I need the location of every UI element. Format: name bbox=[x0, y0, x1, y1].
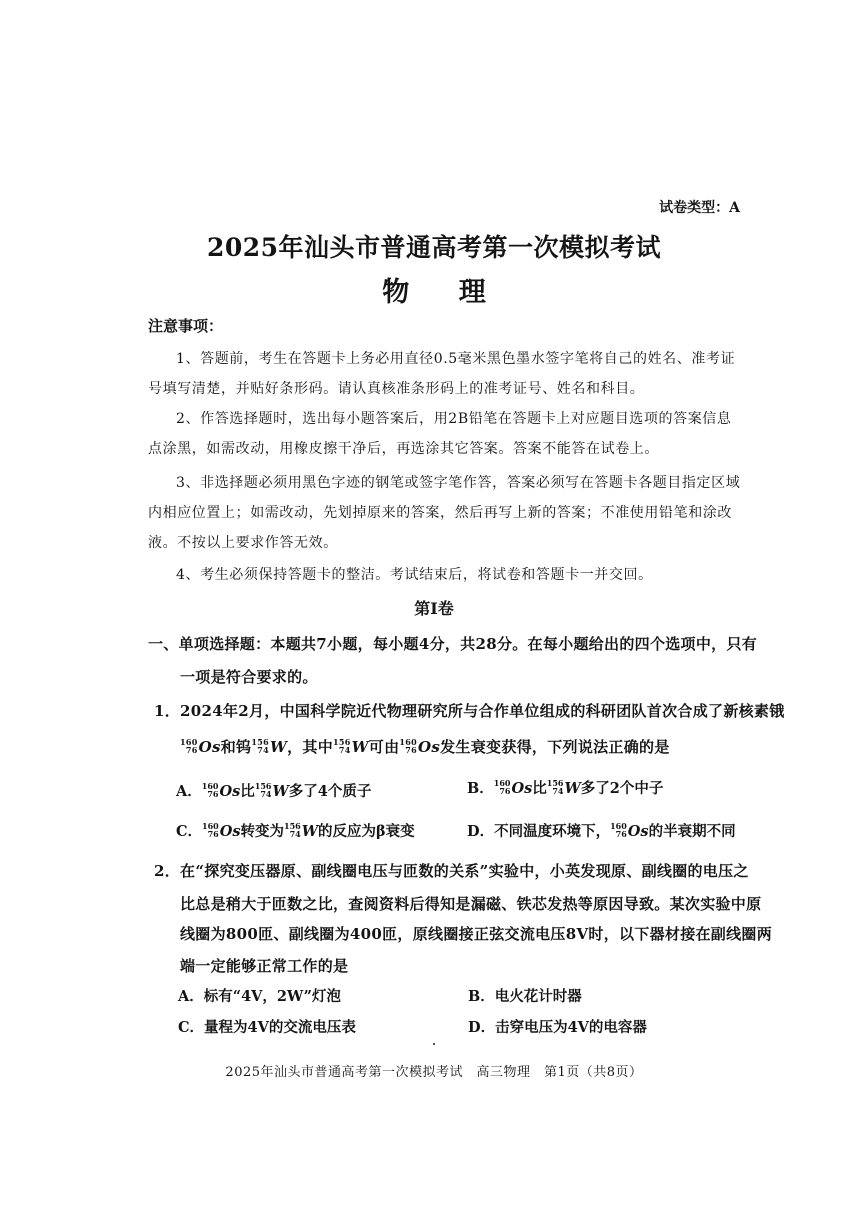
question-1-stem-cont: 160 76 Os和钨 156 74 W，其中 156 74 W可由 160 76 Os发生衰变获得，下列说法正确的是 bbox=[180, 737, 670, 756]
page-footer: 2025年汕头市普通高考第一次模拟考试 高三物理 第1页（共8页） bbox=[225, 1065, 643, 1080]
question-2-option-b: B．电火花计时器 bbox=[468, 988, 582, 1005]
section-intro-cont: 一项是符合要求的。 bbox=[180, 668, 318, 686]
question-1-stem: 1．2024年2月，中国科学院近代物理研究所与合作单位组成的科研团队首次合成了新核素锇 bbox=[154, 702, 785, 720]
paper-type-label: 试卷类型：A bbox=[659, 200, 740, 216]
question-2-stem-cont: 比总是稍大于匝数之比，查阅资料后得知是漏磁、铁芯发热等原因导致。某次实验中原 bbox=[180, 895, 762, 913]
note-line: 1、答题前，考生在答题卡上务必用直径0.5毫米黑色墨水签字笔将自己的姓名、准考证 bbox=[176, 351, 736, 367]
note-line: 2、作答选择题时，选出每小题答案后，用2B铅笔在答题卡上对应题目选项的答案信息 bbox=[176, 411, 732, 427]
page-dot bbox=[433, 1043, 435, 1045]
nuclide-w: 156 74 W bbox=[251, 737, 288, 756]
question-1-option-a: A． 160 76 Os比 156 74 W多了4个质子 bbox=[176, 781, 372, 800]
note-line: 内相应位置上；如需改动，先划掉原来的答案，然后再写上新的答案；不准使用铅笔和涂改 bbox=[148, 505, 732, 521]
notes-heading: 注意事项： bbox=[148, 317, 224, 335]
question-2-option-c: C．量程为4V的交流电压表 bbox=[178, 1019, 356, 1036]
question-2-stem: 2．在“探究变压器原、副线圈电压与匝数的关系”实验中，小英发现原、副线圈的电压之 bbox=[154, 862, 749, 880]
question-1-option-c: C． 160 76 Os转变为 156 74 W的反应为β衰变 bbox=[176, 821, 415, 840]
question-2-stem-cont: 线圈为800匝、副线圈为400匝，原线圈接正弦交流电压8V时，以下器材接在副线圈两 bbox=[180, 925, 773, 943]
note-line: 点涂黑，如需改动，用橡皮擦干净后，再选涂其它答案。答案不能答在试卷上。 bbox=[148, 441, 659, 457]
section-title: 第Ⅰ卷 bbox=[414, 599, 454, 618]
question-1-option-d: D．不同温度环境下， 160 76 Os的半衰期不同 bbox=[467, 821, 736, 840]
note-line: 号填写清楚，并贴好条形码。请认真核准条形码上的准考证号、姓名和科目。 bbox=[148, 381, 645, 397]
nuclide-os: 160 76 Os bbox=[180, 737, 221, 756]
note-line: 液。不按以上要求作答无效。 bbox=[148, 535, 338, 551]
note-line: 3、非选择题必须用黑色字迹的钢笔或签字笔作答，答案必须写在答题卡各题目指定区域 bbox=[176, 475, 741, 491]
question-2-stem-cont: 端一定能够正常工作的是 bbox=[180, 957, 349, 975]
question-1-option-b: B． 160 76 Os比 156 74 W多了2个中子 bbox=[467, 778, 664, 797]
question-2-option-d: D．击穿电压为4V的电容器 bbox=[468, 1019, 647, 1036]
subject-title: 物 理 bbox=[382, 277, 506, 308]
nuclide-os: 160 76 Os bbox=[399, 737, 441, 756]
question-2-option-a: A．标有“4V，2W”灯泡 bbox=[178, 988, 341, 1005]
note-line: 4、考生必须保持答题卡的整洁。考试结束后，将试卷和答题卡一并交回。 bbox=[176, 567, 653, 583]
nuclide-w: 156 74 W bbox=[333, 737, 369, 756]
section-intro: 一、单项选择题：本题共7小题，每小题4分，共28分。在每小题给出的四个选项中，只有 bbox=[148, 635, 758, 653]
exam-title: 2025年汕头市普通高考第一次模拟考试 bbox=[206, 233, 662, 262]
